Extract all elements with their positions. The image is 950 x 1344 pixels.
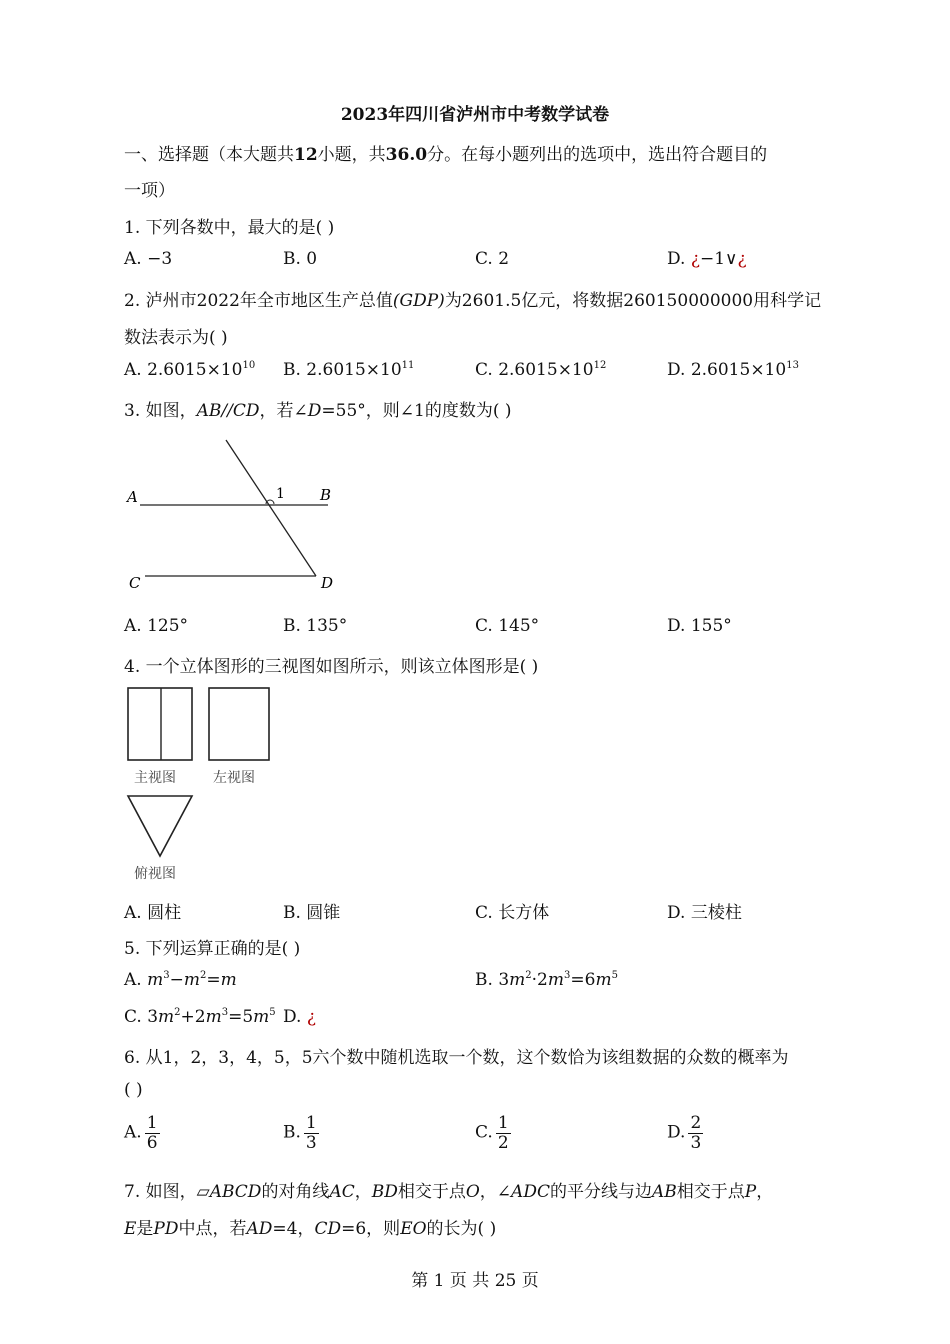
question-2-stem-line2: 数法表示为( ) xyxy=(124,328,228,348)
q3-parallel-lines-figure xyxy=(120,436,350,596)
q4-option-a: A. 圆柱 xyxy=(124,903,182,923)
fraction: $\frac{1}{2}$ xyxy=(497,1113,509,1153)
top-view-triangle xyxy=(128,796,192,856)
q1-option-d: D. ¿−1∨¿ xyxy=(667,249,747,269)
q2-option-d: D. $2.6015\times 10^{13}$ xyxy=(667,360,799,380)
q6-option-b: B. $\frac{1}{3}$ xyxy=(283,1113,317,1153)
label-d: D xyxy=(321,574,334,592)
top-view-label: 俯视图 xyxy=(134,866,176,882)
section-heading-line2: 一项） xyxy=(124,181,175,201)
front-view-rect xyxy=(128,688,192,760)
front-view-label: 主视图 xyxy=(134,770,176,786)
question-6-stem: 6. 从1，2，3，4，5，5六个数中随机选取一个数，这个数恰为该组数据的众数的概率为 xyxy=(124,1048,789,1068)
q6-option-d: D. $\frac{2}{3}$ xyxy=(667,1113,702,1153)
q3-option-a: A. 125° xyxy=(124,616,189,636)
q4-option-d: D. 三棱柱 xyxy=(667,903,742,923)
section-heading: 一、选择题（本大题共12小题，共36.0分。在每小题列出的选项中，选出符合题目的 xyxy=(124,145,768,165)
question-5-stem: 5. 下列运算正确的是( ) xyxy=(124,939,301,959)
q3-option-b: B. 135° xyxy=(283,616,348,636)
q5-option-c: C. $3m^2+2m^3=5m^5$ xyxy=(124,1007,276,1027)
q5-option-a: A. $m^3-m^2=m$ xyxy=(124,970,237,990)
question-7-stem: 7. 如图，▱ABCD的对角线AC，BD相交于点O，∠ADC的平分线与边AB相交于点P， xyxy=(124,1182,774,1202)
label-c: C xyxy=(129,574,141,592)
q1-option-a: A. −3 xyxy=(124,249,173,269)
question-3-stem: 3. 如图，AB//CD，若∠D=55°，则∠1的度数为( ) xyxy=(124,401,512,421)
page-title: 2023年四川省泸州市中考数学试卷 xyxy=(340,105,610,125)
q5-option-d: D. ¿ xyxy=(283,1007,316,1027)
label-b: B xyxy=(320,486,332,504)
q1-option-c: C. 2 xyxy=(475,249,510,269)
transversal-line xyxy=(226,440,316,576)
q2-option-a: A. $2.6015\times 10^{10}$ xyxy=(124,360,256,380)
question-1-stem: 1. 下列各数中，最大的是( ) xyxy=(124,218,335,238)
q4-three-views-figure xyxy=(122,684,282,884)
q3-option-c: C. 145° xyxy=(475,616,540,636)
question-6-stem-line2: ( ) xyxy=(124,1080,143,1100)
q4-option-c: C. 长方体 xyxy=(475,903,550,923)
fraction: $\frac{1}{6}$ xyxy=(146,1113,158,1153)
label-angle-1: 1 xyxy=(276,486,285,502)
question-2-stem: 2. 泸州市2022年全市地区生产总值(GDP)为2601.5亿元，将数据260150000000用科学记 xyxy=(124,291,822,311)
q1-option-b: B. 0 xyxy=(283,249,318,269)
q4-option-b: B. 圆锥 xyxy=(283,903,341,923)
label-a: A xyxy=(127,488,138,506)
fraction: $\frac{2}{3}$ xyxy=(690,1113,702,1153)
q6-option-c: C. $\frac{1}{2}$ xyxy=(475,1113,509,1153)
q6-option-a: A. $\frac{1}{6}$ xyxy=(124,1113,158,1153)
q2-option-b: B. $2.6015\times 10^{11}$ xyxy=(283,360,415,380)
q3-option-d: D. 155° xyxy=(667,616,732,636)
question-4-stem: 4. 一个立体图形的三视图如图所示，则该立体图形是( ) xyxy=(124,657,539,677)
q2-option-c: C. $2.6015\times 10^{12}$ xyxy=(475,360,607,380)
fraction: $\frac{1}{3}$ xyxy=(305,1113,317,1153)
page-footer: 第 1 页 共 25 页 xyxy=(411,1271,539,1291)
left-view-label: 左视图 xyxy=(213,770,255,786)
q5-option-b: B. $3m^2\cdot 2m^3=6m^5$ xyxy=(475,970,618,990)
question-7-stem-line2: E是PD中点，若AD=4，CD=6，则EO的长为( ) xyxy=(124,1219,497,1239)
left-view-rect xyxy=(209,688,269,760)
